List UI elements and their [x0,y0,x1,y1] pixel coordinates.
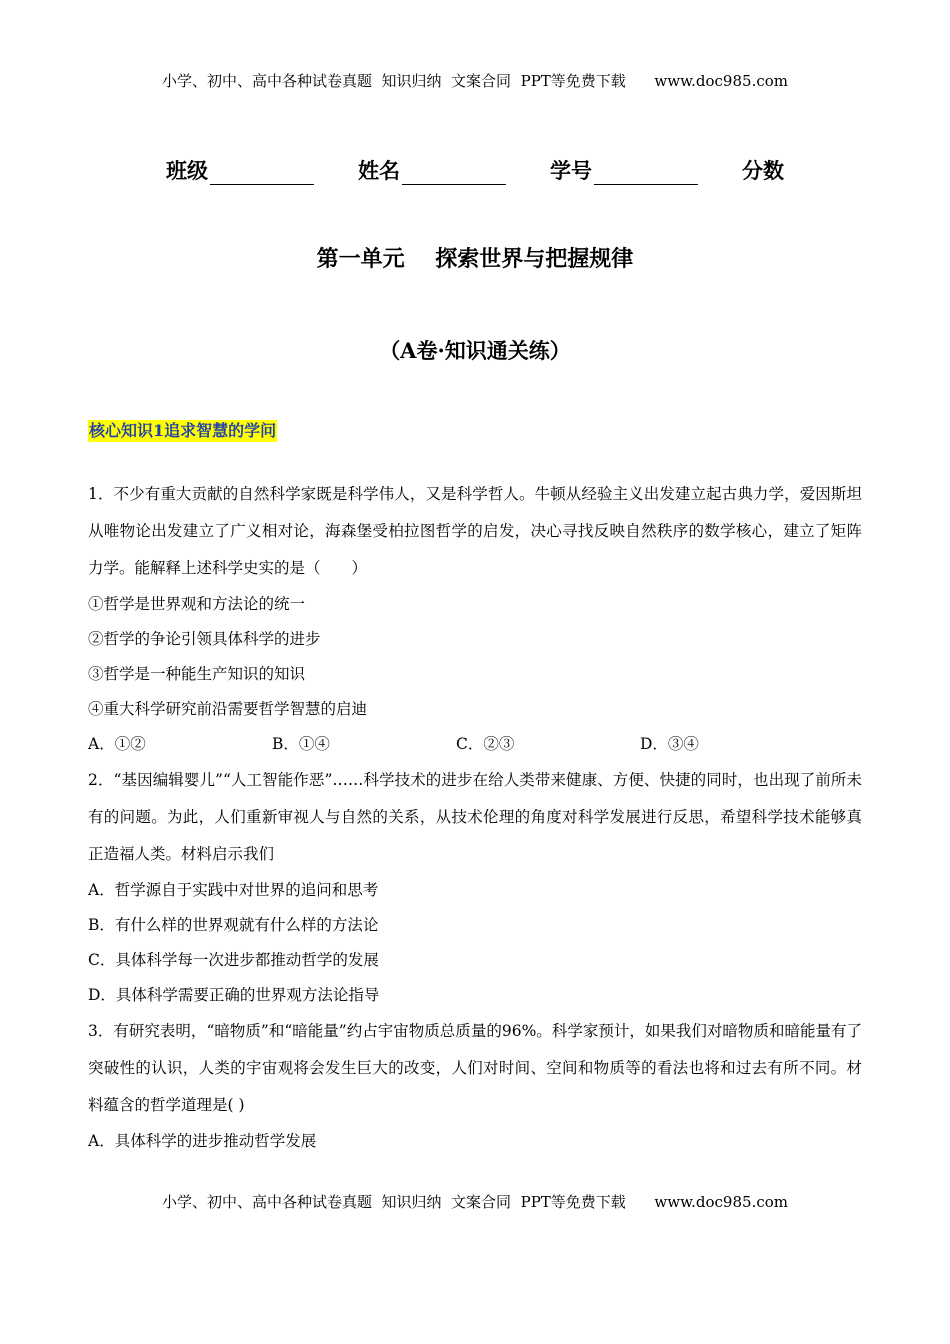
name-field [358,155,506,185]
option-d[interactable]: D．具体科学需要正确的世界观方法论指导 [88,986,380,1004]
student-id-blank[interactable] [594,164,698,185]
option-a[interactable]: A．具体科学的进步推动哲学发展 [88,1132,317,1150]
page-footer: 小学、初中、高中各种试卷真题 知识归纳 文案合同 PPT等免费下载 www.doc985.com [161,1193,788,1211]
paper-subtitle: （A卷·知识通关练） [379,338,571,363]
page-header: 小学、初中、高中各种试卷真题 知识归纳 文案合同 PPT等免费下载 www.doc985.com [161,72,788,90]
score-field [742,155,784,185]
option-c[interactable]: C．具体科学每一次进步都推动哲学的发展 [88,951,379,969]
question-1-statement: ②哲学的争论引领具体科学的进步 [88,630,321,648]
question-2-stem: 2．“基因编辑婴儿”“人工智能作恶”……科学技术的进步在给人类带来健康、方便、快捷的同时，也出现了前所未有的问题。为此，人们重新审视人与自然的关系，从技术伦理的角度对科学发展进行反思，希望科学技术能够真正造福人类。材料启示我们 [88,771,862,863]
question-1-stem: 1．不少有重大贡献的自然科学家既是科学伟人，又是科学哲人。牛顿从经验主义出发建立起古典力学，爱因斯坦从唯物论出发建立了广义相对论，海森堡受柏拉图哲学的启发，决心寻找反映自然秩序的数学核心，建立了矩阵力学。能解释上述科学史实的是（ ） [88,485,862,577]
option-c[interactable]: C．②③ [456,735,515,753]
question-1-statement: ③哲学是一种能生产知识的知识 [88,665,306,683]
unit-title: 第一单元 探索世界与把握规律 [316,246,634,272]
question-3-stem: 3．有研究表明，“暗物质”和“暗能量”约占宇宙物质总质量的96%。科学家预计，如果我们对暗物质和暗能量有了突破性的认识，人类的宇宙观将会发生巨大的改变，人们对时间、空间和物质等的看法也将和过去有所不同。材料蕴含的哲学道理是( ) [88,1022,862,1114]
name-blank[interactable] [402,164,506,185]
student-info-row [0,155,950,185]
name-label: 姓名 [358,158,400,183]
class-blank[interactable] [210,164,314,185]
class-label: 班级 [166,158,208,183]
question-1-options [88,727,862,762]
question-1-statement: ④重大科学研究前沿需要哲学智慧的启迪 [88,700,368,718]
option-b[interactable]: B．有什么样的世界观就有什么样的方法论 [88,916,379,934]
section-heading: 核心知识1追求智慧的学问 [89,421,277,440]
class-field [166,155,314,185]
question-1-statement: ①哲学是世界观和方法论的统一 [88,595,306,613]
student-id-field [550,155,698,185]
score-label: 分数 [742,158,784,183]
option-a[interactable]: A．哲学源自于实践中对世界的追问和思考 [88,881,379,899]
option-a[interactable]: A．①② [88,735,146,753]
question-list [88,476,862,1159]
student-id-label: 学号 [550,158,592,183]
option-b[interactable]: B．①④ [272,735,330,753]
option-d[interactable]: D．③④ [640,735,699,753]
